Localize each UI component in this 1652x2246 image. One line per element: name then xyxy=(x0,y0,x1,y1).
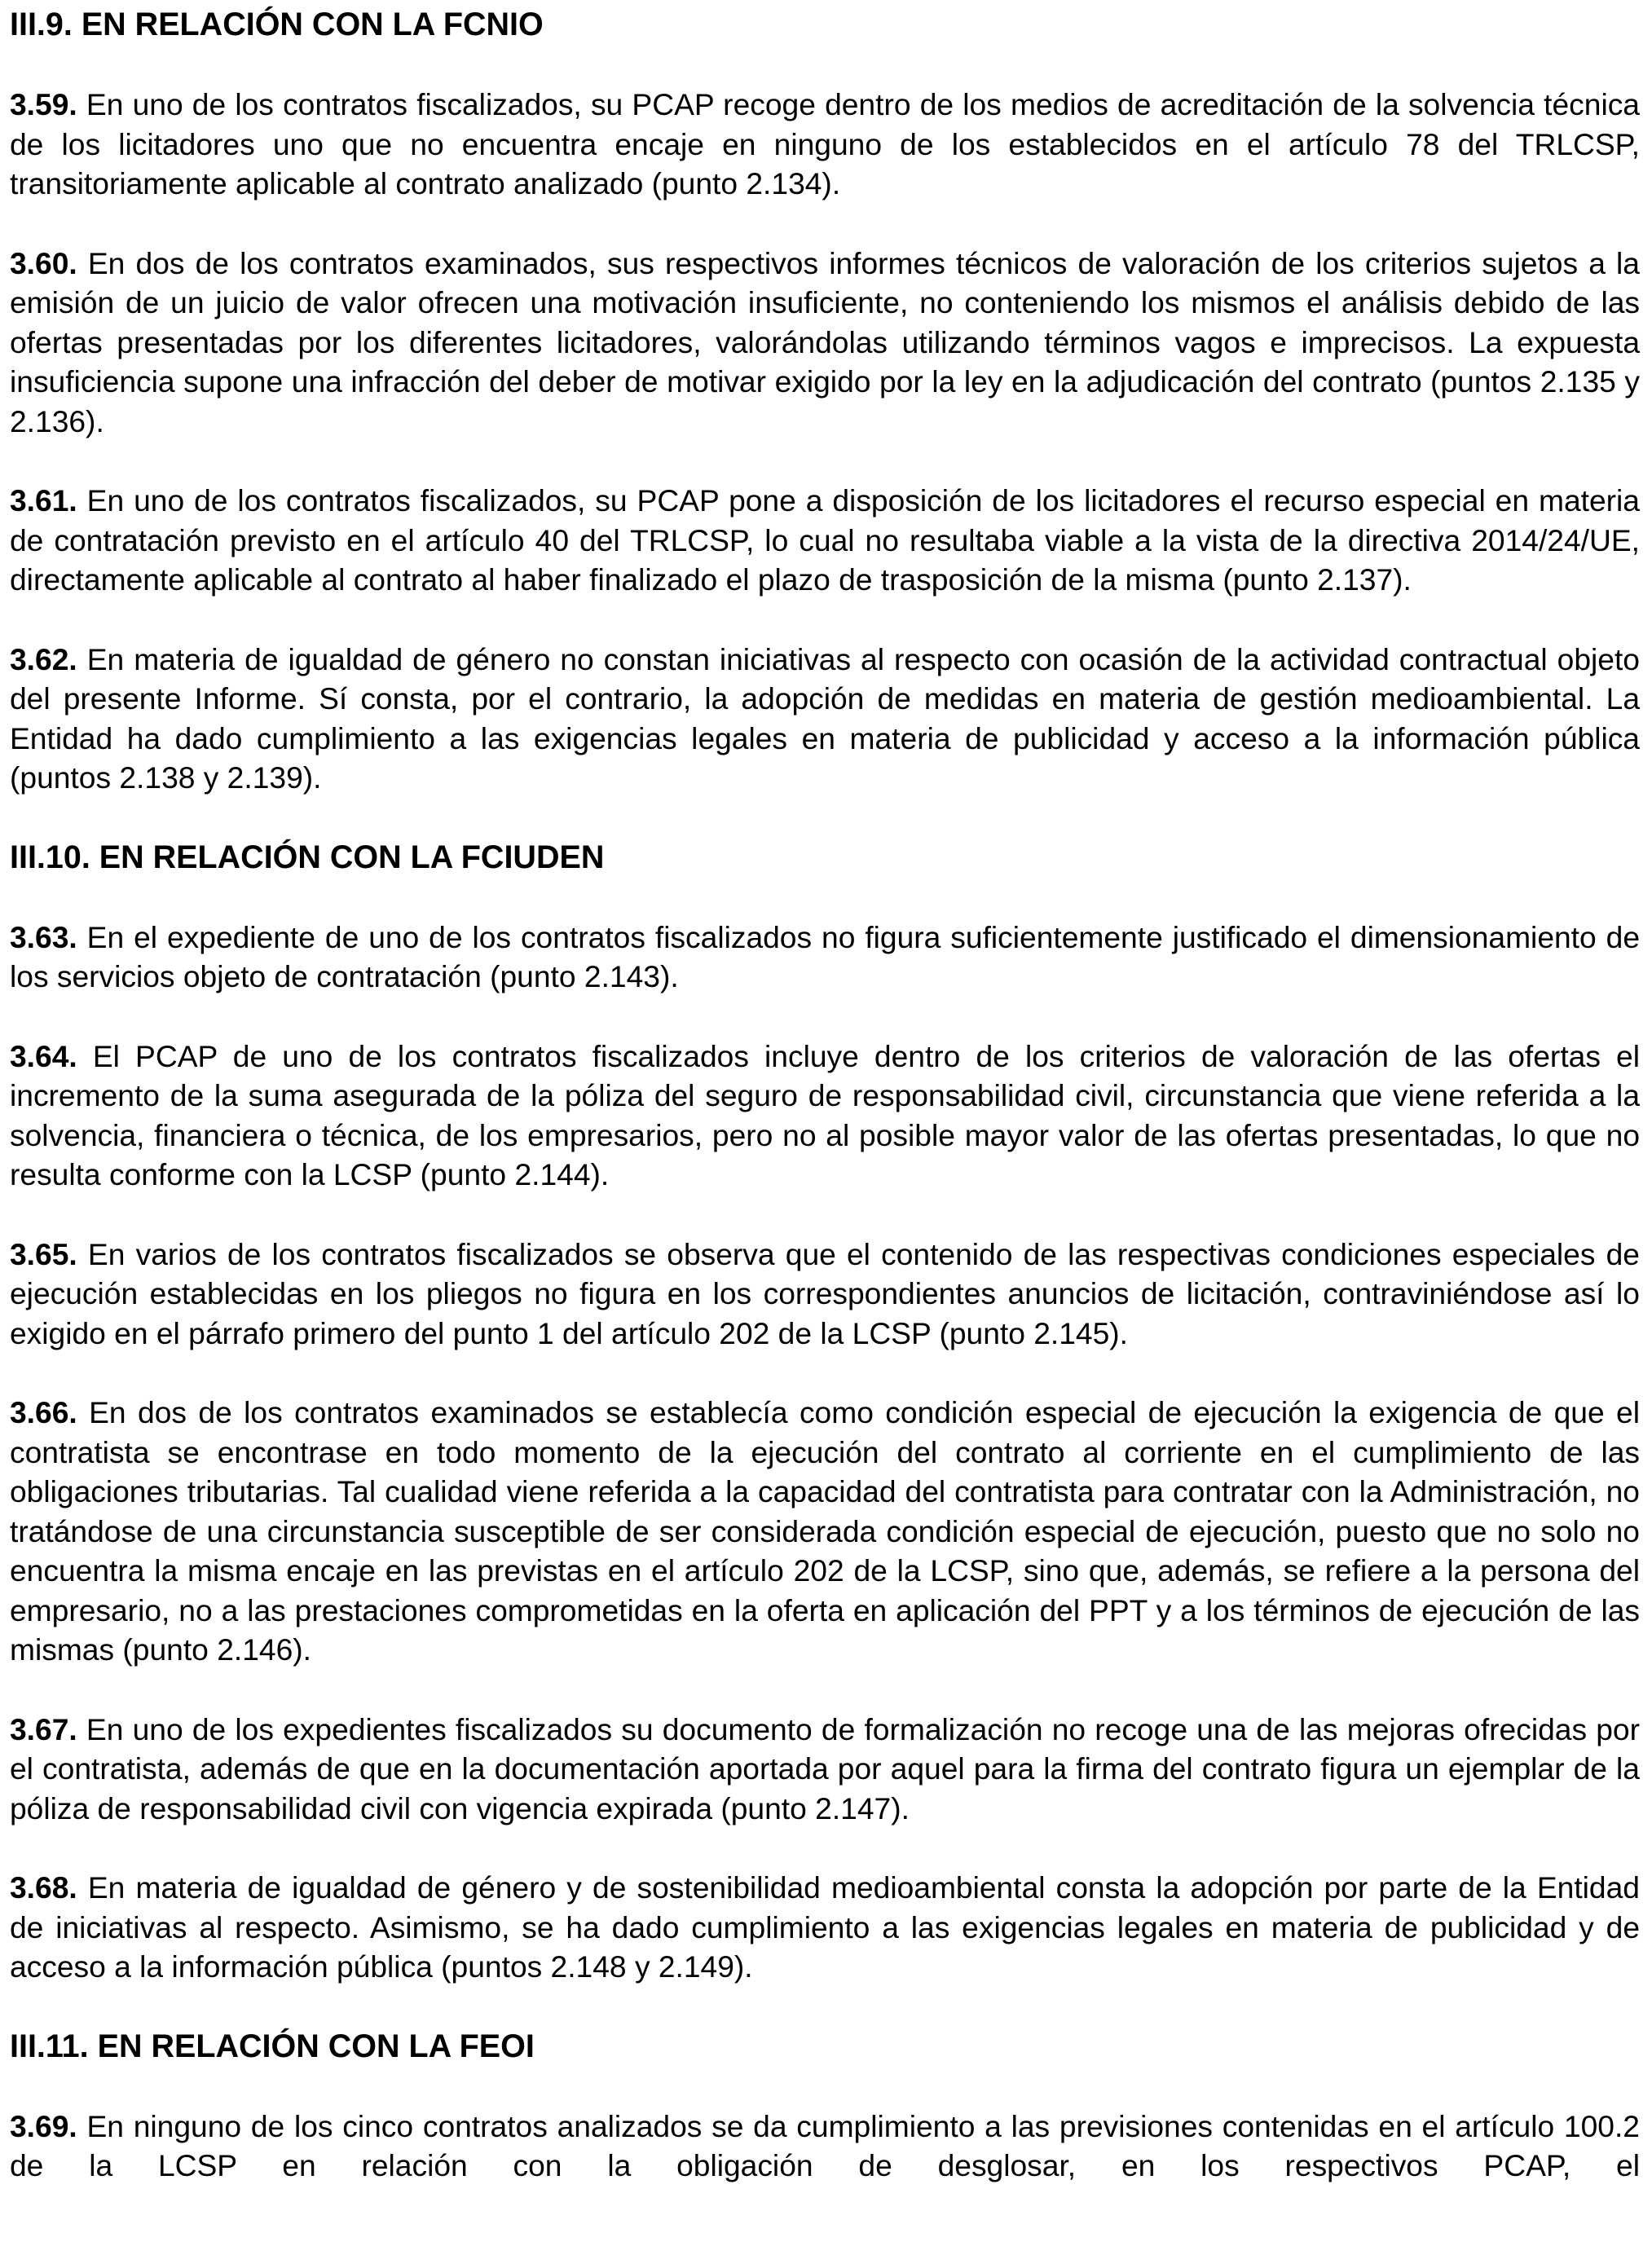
paragraph-text: El PCAP de uno de los contratos fiscalizados incluye dentro de los criterios de valoración de las ofertas el incremento de la suma asegurada de la póliza del seguro de responsabilidad civil, circunstancia que viene referida a la solvencia, financiera o técnica, de los empresarios, pero no al posible mayor valor de las ofertas presentadas, lo que no resulta conforme con la LCSP (punto 2.144). xyxy=(10,1038,1640,1191)
paragraph-text: En uno de los contratos fiscalizados, su PCAP recoge dentro de los medios de acreditación de la solvencia técnica de los licitadores uno que no encuentra encaje en ninguno de los establecidos en el artículo 78 del TRLCSP, transitoriamente aplicable al contrato analizado (punto 2.134). xyxy=(10,87,1640,200)
paragraph-text: En dos de los contratos examinados, sus respectivos informes técnicos de valoración de los criterios sujetos a la emisión de un juicio de valor ofrecen una motivación insuficiente, no conteniendo los mismos el análisis debido de las ofertas presentadas por los diferentes licitadores, valorándolas utilizando términos vagos e imprecisos. La expuesta insuficiencia supone una infracción del deber de motivar exigido por la ley en la adjudicación del contrato (puntos 2.135 y 2.136). xyxy=(10,245,1640,438)
paragraph-number: 3.61. xyxy=(10,483,77,517)
paragraph-number: 3.60. xyxy=(10,245,77,280)
paragraph xyxy=(10,85,1640,204)
paragraph-number: 3.64. xyxy=(10,1038,77,1073)
paragraph-number: 3.59. xyxy=(10,87,77,121)
paragraph-text: En uno de los contratos fiscalizados, su PCAP pone a disposición de los licitadores el recurso especial en materia de contratación previsto en el artículo 40 del TRLCSP, lo cual no resultaba viable a la vista de la directiva 2014/24/UE, directamente aplicable al contrato al haber finalizado el plazo de trasposición de la misma (punto 2.137). xyxy=(10,483,1640,597)
paragraph-text: En ninguno de los cinco contratos analizados se da cumplimiento a las previsiones contenidas en el artículo 100.2 de la LCSP en relación con la obligación de desglosar, en los respectivos PCAP, el xyxy=(10,2108,1640,2182)
section-title: EN RELACIÓN CON LA FEOI xyxy=(97,2028,535,2064)
paragraph xyxy=(10,1710,1640,1829)
paragraph xyxy=(10,918,1640,997)
paragraph xyxy=(10,244,1640,442)
paragraph xyxy=(10,481,1640,600)
paragraph-number: 3.68. xyxy=(10,1870,77,1905)
paragraph-text: En dos de los contratos examinados se establecía como condición especial de ejecución la exigencia de que el contratista se encontrase en todo momento de la ejecución del contrato al corriente en el cumplimiento de las obligaciones tributarias. Tal cualidad viene referida a la capacidad del contratista para contratar con la Administración, no tratándose de una circunstancia susceptible de ser considerada condición especial de ejecución, puesto que no solo no encuentra la misma encaje en las previstas en el artículo 202 de la LCSP, sino que, además, se refiere a la persona del empresario, no a las prestaciones comprometidas en la oferta en aplicación del PPT y a los términos de ejecución de las mismas (punto 2.146). xyxy=(10,1395,1640,1667)
section-heading xyxy=(10,838,1640,878)
paragraph xyxy=(10,2107,1640,2186)
paragraph-text: En el expediente de uno de los contratos fiscalizados no figura suficientemente justificado el dimensionamiento de los servicios objeto de contratación (punto 2.143). xyxy=(10,919,1640,993)
paragraph-number: 3.63. xyxy=(10,919,77,954)
paragraph-number: 3.62. xyxy=(10,641,77,676)
section-title: EN RELACIÓN CON LA FCNIO xyxy=(81,7,544,42)
section-heading xyxy=(10,5,1640,45)
section-number: III.10. xyxy=(10,839,90,875)
section-title: EN RELACIÓN CON LA FCIUDEN xyxy=(99,839,605,875)
section-heading xyxy=(10,2027,1640,2067)
section-number: III.11. xyxy=(10,2028,89,2064)
paragraph-number: 3.66. xyxy=(10,1395,77,1429)
paragraph xyxy=(10,1235,1640,1354)
paragraph-text: En uno de los expedientes fiscalizados su documento de formalización no recoge una de las mejoras ofrecidas por el contratista, además de que en la documentación aportada por aquel para la firma del contrato figura un ejemplar de la póliza de responsabilidad civil con vigencia expirada (punto 2.147). xyxy=(10,1711,1640,1825)
section-number: III.9. xyxy=(10,7,73,42)
paragraph-number: 3.65. xyxy=(10,1236,77,1271)
paragraph xyxy=(10,1868,1640,1987)
document-page xyxy=(10,5,1640,2186)
paragraph xyxy=(10,640,1640,798)
paragraph-text: En varios de los contratos fiscalizados se observa que el contenido de las respectivas condiciones especiales de ejecución establecidas en los pliegos no figura en los correspondientes anuncios de licitación, contraviniéndose así lo exigido en el párrafo primero del punto 1 del artículo 202 de la LCSP (punto 2.145). xyxy=(10,1236,1640,1350)
paragraph xyxy=(10,1037,1640,1195)
paragraph-number: 3.69. xyxy=(10,2108,77,2143)
paragraph-number: 3.67. xyxy=(10,1711,77,1746)
paragraph-text: En materia de igualdad de género no constan iniciativas al respecto con ocasión de la actividad contractual objeto del presente Informe. Sí consta, por el contrario, la adopción de medidas en materia de gestión medioambiental. La Entidad ha dado cumplimiento a las exigencias legales en materia de publicidad y acceso a la información pública (puntos 2.138 y 2.139). xyxy=(10,641,1640,795)
paragraph xyxy=(10,1393,1640,1670)
paragraph-text: En materia de igualdad de género y de sostenibilidad medioambiental consta la adopción por parte de la Entidad de iniciativas al respecto. Asimismo, se ha dado cumplimiento a las exigencias legales en materia de publicidad y de acceso a la información pública (puntos 2.148 y 2.149). xyxy=(10,1870,1640,1984)
